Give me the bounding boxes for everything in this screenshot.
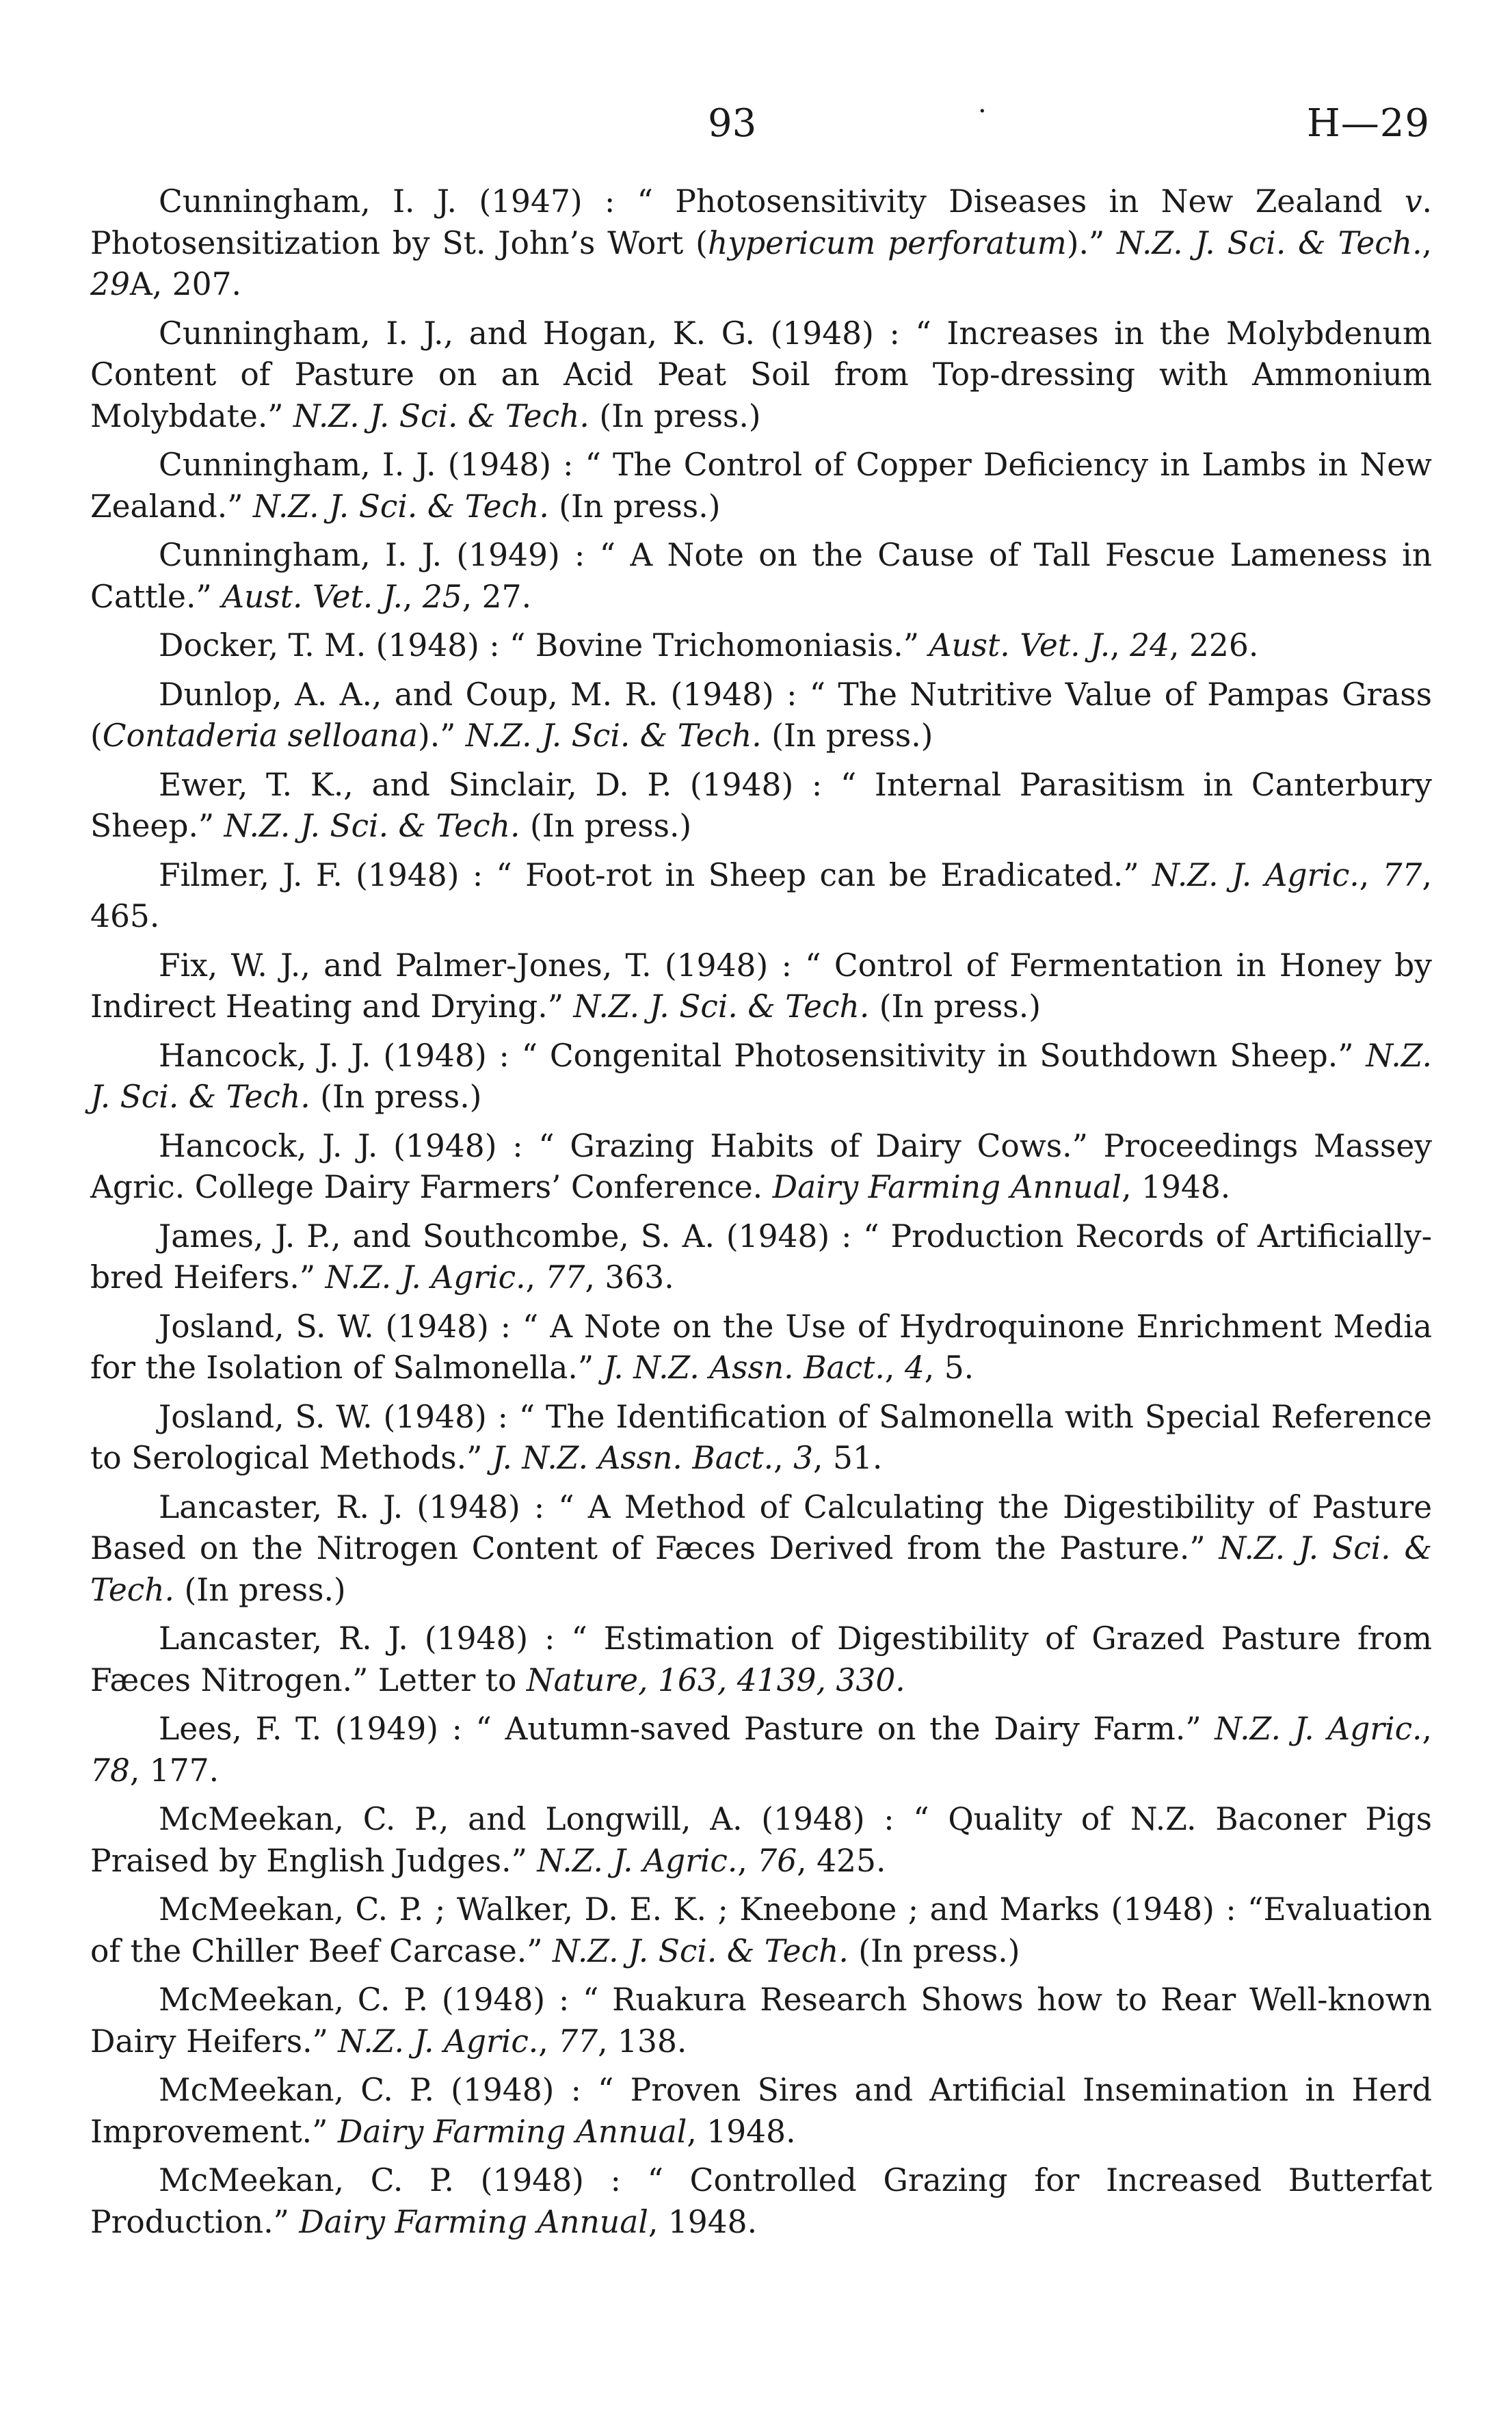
reference-text: (In press.) bbox=[848, 1932, 1020, 1969]
reference-italic-text: J. N.Z. Assn. Bact. bbox=[603, 1350, 885, 1386]
reference-text: (In press.) bbox=[589, 397, 761, 434]
reference-italic-text: N.Z. J. Sci. & Tech. bbox=[90, 1530, 1433, 1608]
reference-text: (In press.) bbox=[174, 1571, 346, 1608]
reference-text: , bbox=[737, 1842, 758, 1879]
reference-italic-text: N.Z. J. Sci. & Tech. bbox=[224, 808, 520, 844]
reference-text: , 138. bbox=[598, 2023, 687, 2060]
reference-text: , bbox=[402, 578, 423, 615]
reference-text: McMeekan, C. P. ; Walker, D. E. K. ; Kneebone ; and Marks (1948) : “Evaluation of the Chiller Beef Carcase.” bbox=[90, 1891, 1432, 1969]
reference-text: (In press.) bbox=[761, 718, 933, 754]
reference-italic-text: N.Z. J. Sci. & Tech. bbox=[293, 397, 589, 434]
reference-italic-text: Dairy Farming Annual bbox=[337, 2113, 687, 2150]
reference-italic-text: 77 bbox=[558, 2023, 598, 2060]
reference-italic-text: N.Z. J. Sci. & Tech. bbox=[552, 1932, 849, 1969]
reference-text: McMeekan, C. P. (1948) : “ Proven Sires and Artificial Insemination in Herd Improvement.” bbox=[90, 2072, 1432, 2150]
reference-entry bbox=[90, 1799, 1432, 1882]
reference-italic-text: Nature, 163, 4139, 330. bbox=[526, 1661, 905, 1698]
reference-entry bbox=[90, 1397, 1432, 1480]
reference-entry bbox=[90, 2070, 1432, 2153]
reference-entry bbox=[90, 1306, 1432, 1389]
reference-text: , 1948. bbox=[687, 2113, 796, 2150]
reference-text: Josland, S. W. (1948) : “ The Identification of Salmonella with Special Reference to Serological Methods.” bbox=[90, 1398, 1432, 1476]
reference-text: . Photosensitization by St. John’s Wort ( bbox=[90, 183, 1432, 261]
reference-text: , bbox=[773, 1440, 794, 1476]
reference-italic-text: 24 bbox=[1130, 627, 1170, 663]
reference-text: , bbox=[1359, 856, 1383, 893]
reference-italic-text: Aust. Vet. J. bbox=[929, 627, 1111, 663]
document-reference: H—29 bbox=[1306, 101, 1430, 146]
reference-italic-text: J. N.Z. Assn. Bact. bbox=[492, 1440, 774, 1476]
reference-entry bbox=[90, 945, 1432, 1028]
reference-text: , bbox=[538, 2023, 559, 2060]
reference-text: , 465. bbox=[90, 856, 1432, 934]
reference-text: , 1948. bbox=[1122, 1169, 1231, 1205]
reference-entry bbox=[90, 1487, 1432, 1612]
reference-text: (In press.) bbox=[310, 1079, 482, 1115]
reference-entry bbox=[90, 765, 1432, 847]
reference-italic-text: v bbox=[1404, 183, 1422, 220]
reference-text: ).” bbox=[1066, 224, 1117, 261]
reference-text: , bbox=[525, 1259, 546, 1296]
reference-text: , 226. bbox=[1169, 627, 1259, 663]
reference-italic-text: Aust. Vet. J. bbox=[222, 578, 403, 615]
reference-text: , 27. bbox=[462, 578, 532, 615]
reference-italic-text: N.Z. J. Sci. & Tech. bbox=[252, 488, 549, 525]
reference-text: A, 207. bbox=[129, 266, 241, 302]
reference-entry bbox=[90, 181, 1432, 306]
header-dot: · bbox=[978, 96, 987, 127]
reference-text: Josland, S. W. (1948) : “ A Note on the Use of Hydroquinone Enrichment Media for the Isolation of Salmonella.” bbox=[90, 1308, 1432, 1386]
reference-italic-text: 77 bbox=[1382, 856, 1422, 893]
reference-text: Fix, W. J., and Palmer-Jones, T. (1948) : “ Control of Fermentation in Honey by Indirect Heating and Drying.” bbox=[90, 947, 1432, 1025]
reference-text: (In press.) bbox=[548, 488, 721, 525]
reference-italic-text: Dairy Farming Annual bbox=[772, 1169, 1122, 1205]
reference-entry bbox=[90, 535, 1432, 618]
reference-text: , 1948. bbox=[648, 2203, 758, 2240]
reference-text: McMeekan, C. P. (1948) : “ Controlled Grazing for Increased Butterfat Production.” bbox=[90, 2162, 1432, 2240]
reference-text: McMeekan, C. P. (1948) : “ Ruakura Research Shows how to Rear Well-known Dairy Heifers.” bbox=[90, 1982, 1432, 2060]
reference-entry bbox=[90, 1216, 1432, 1299]
reference-entry bbox=[90, 625, 1432, 667]
page-number: 93 bbox=[708, 101, 757, 146]
reference-italic-text: 76 bbox=[757, 1842, 797, 1879]
reference-text: Docker, T. M. (1948) : “ Bovine Trichomoniasis.” bbox=[159, 627, 929, 663]
reference-italic-text: hypericum perforatum bbox=[707, 224, 1067, 261]
reference-text: Cunningham, I. J. (1947) : “ Photosensitivity Diseases in New Zealand bbox=[159, 183, 1405, 220]
reference-entry bbox=[90, 1618, 1432, 1701]
reference-text: Cunningham, I. J. (1948) : “ The Control of Copper Deficiency in Lambs in New Zealand.” bbox=[90, 447, 1432, 525]
reference-text: Dunlop, A. A., and Coup, M. R. (1948) : “ The Nutritive Value of Pampas Grass ( bbox=[90, 676, 1432, 754]
reference-entry bbox=[90, 1709, 1432, 1791]
reference-italic-text: N.Z. J. Agric. bbox=[1152, 856, 1360, 893]
reference-entry bbox=[90, 1980, 1432, 2062]
reference-text: McMeekan, C. P., and Longwill, A. (1948) : “ Quality of N.Z. Baconer Pigs Praised by English Judges.” bbox=[90, 1801, 1432, 1879]
reference-text: , 177. bbox=[129, 1752, 220, 1789]
reference-text: , bbox=[1422, 1711, 1432, 1747]
reference-entry bbox=[90, 855, 1432, 938]
page-header bbox=[0, 96, 1512, 156]
reference-text: , bbox=[1110, 627, 1130, 663]
reference-text: Cunningham, I. J., and Hogan, K. G. (1948) : “ Increases in the Molybdenum Content of Pasture on an Acid Peat Soil from Top-dressing with Ammonium Molybdate.” bbox=[90, 315, 1432, 434]
reference-italic-text: N.Z. J. Agric. bbox=[338, 2023, 539, 2060]
reference-italic-text: N.Z. J. Agric. bbox=[537, 1842, 738, 1879]
reference-text: Ewer, T. K., and Sinclair, D. P. (1948) : “ Internal Parasitism in Canterbury Sheep.” bbox=[90, 766, 1432, 844]
reference-italic-text: 25 bbox=[422, 578, 462, 615]
reference-italic-text: 77 bbox=[545, 1259, 585, 1296]
reference-text: , 51. bbox=[813, 1440, 883, 1476]
reference-italic-text: N.Z. J. Agric. bbox=[1215, 1711, 1422, 1747]
reference-italic-text: N.Z. J. Sci. & Tech. bbox=[1117, 224, 1422, 261]
reference-entry bbox=[90, 1889, 1432, 1972]
reference-italic-text: 3 bbox=[793, 1440, 814, 1476]
reference-italic-text: 78 bbox=[90, 1752, 130, 1789]
reference-text: ).” bbox=[417, 718, 466, 754]
reference-text: , bbox=[1422, 224, 1432, 261]
reference-italic-text: N.Z. J. Agric. bbox=[325, 1259, 526, 1296]
reference-text: , 5. bbox=[924, 1350, 974, 1386]
reference-entry bbox=[90, 1126, 1432, 1209]
reference-text: (In press.) bbox=[520, 808, 692, 844]
reference-italic-text: N.Z. J. Sci. & Tech. bbox=[573, 988, 870, 1025]
reference-text: , bbox=[884, 1350, 905, 1386]
reference-list bbox=[90, 181, 1432, 2250]
reference-text: Lancaster, R. J. (1948) : “ Estimation of Digestibility of Grazed Pasture from Fæces Nitrogen.” Letter to bbox=[90, 1620, 1432, 1698]
reference-entry bbox=[90, 1036, 1432, 1118]
reference-text: (In press.) bbox=[869, 988, 1041, 1025]
reference-text: Hancock, J. J. (1948) : “ Congenital Photosensitivity in Southdown Sheep.” bbox=[159, 1037, 1366, 1074]
reference-entry bbox=[90, 674, 1432, 757]
reference-text: , 363. bbox=[585, 1259, 674, 1296]
reference-italic-text: Dairy Farming Annual bbox=[299, 2203, 648, 2240]
reference-text: Lancaster, R. J. (1948) : “ A Method of Calculating the Digestibility of Pasture Based on the Nitrogen Content of Fæces Derived from the Pasture.” bbox=[90, 1488, 1432, 1566]
reference-italic-text: 4 bbox=[904, 1350, 925, 1386]
reference-italic-text: N.Z. J. Sci. & Tech. bbox=[90, 1037, 1432, 1115]
reference-text: , 425. bbox=[797, 1842, 886, 1879]
reference-entry bbox=[90, 2160, 1432, 2243]
reference-text: Cunningham, I. J. (1949) : “ A Note on the Cause of Tall Fescue Lameness in Cattle.” bbox=[90, 537, 1432, 615]
reference-text: Filmer, J. F. (1948) : “ Foot-rot in Sheep can be Eradicated.” bbox=[159, 856, 1152, 893]
reference-text: Lees, F. T. (1949) : “ Autumn-saved Pasture on the Dairy Farm.” bbox=[159, 1711, 1215, 1747]
reference-entry bbox=[90, 313, 1432, 438]
reference-entry bbox=[90, 445, 1432, 527]
reference-text: James, J. P., and Southcombe, S. A. (1948) : “ Production Records of Artificially-bred Heifers.” bbox=[90, 1218, 1432, 1296]
reference-italic-text: 29 bbox=[90, 266, 130, 302]
reference-text: Hancock, J. J. (1948) : “ Grazing Habits of Dairy Cows.” Proceedings Massey Agric. College Dairy Farmers’ Conference. bbox=[90, 1127, 1432, 1205]
reference-italic-text: N.Z. J. Sci. & Tech. bbox=[465, 718, 762, 754]
reference-italic-text: Contaderia selloana bbox=[102, 718, 418, 754]
